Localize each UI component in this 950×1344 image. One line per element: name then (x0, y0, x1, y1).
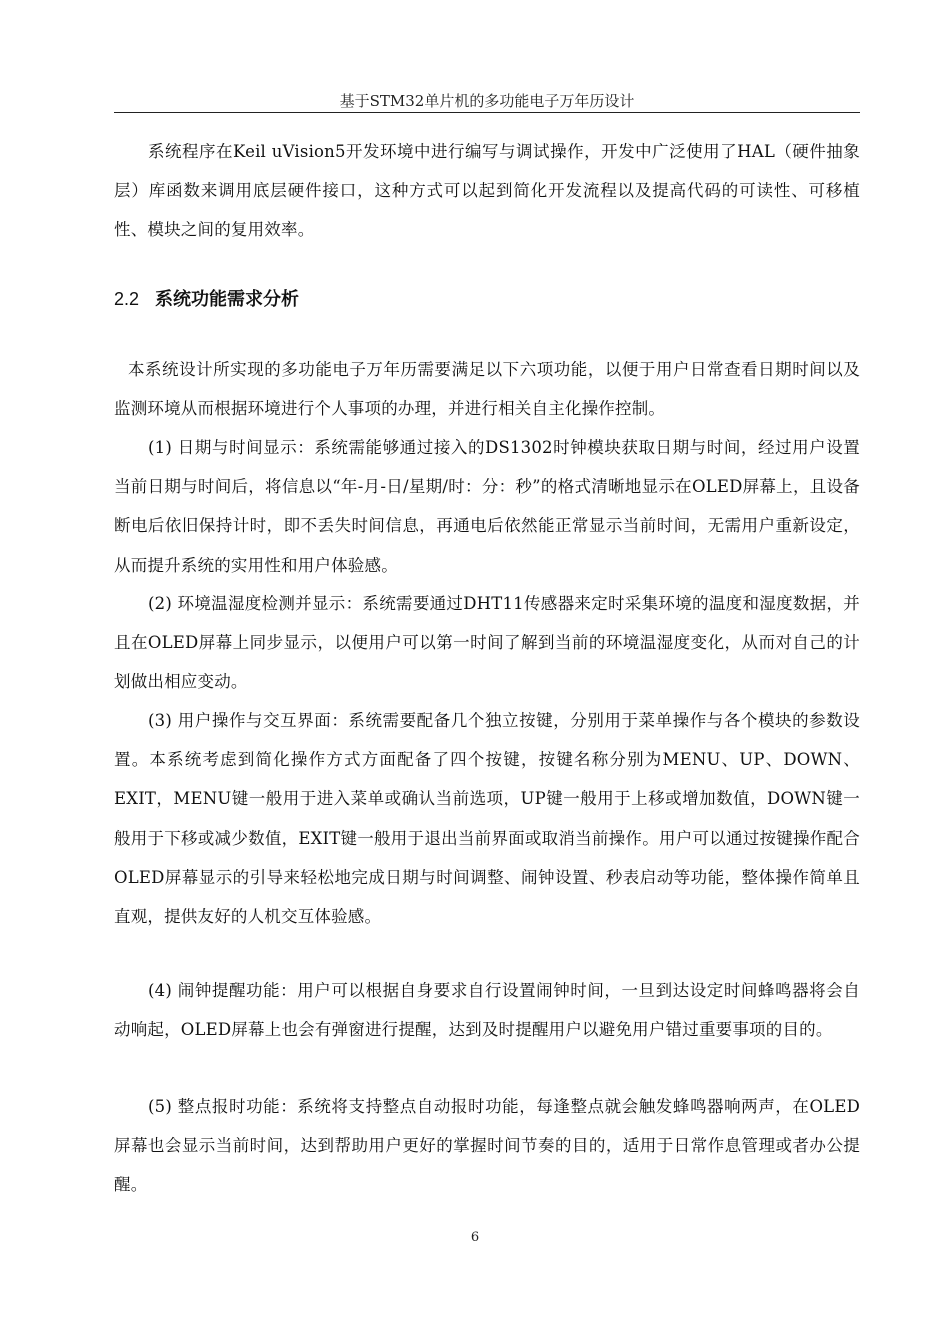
paragraph-item-2: (2) 环境温湿度检测并显示：系统需要通过DHT11传感器来定时采集环境的温度和湿度数据，并且在OLED屏幕上同步显示，以便用户可以第一时间了解到当前的环境温湿度变化，从而对自己的计划做出相应变动。 (114, 594, 860, 692)
paragraph-overview: 本系统设计所实现的多功能电子万年历需要满足以下六项功能，以便于用户日常查看日期时间以及监测环境从而根据环境进行个人事项的办理，并进行相关自主化操作控制。 (114, 360, 860, 419)
paragraph-item-4: (4) 闹钟提醒功能：用户可以根据自身要求自行设置闹钟时间，一旦到达设定时间蜂鸣器将会自动响起，OLED屏幕上也会有弹窗进行提醒，达到及时提醒用户以避免用户错过重要事项的目的。 (114, 981, 860, 1040)
section-heading (114, 284, 299, 315)
paragraph-item-1: (1) 日期与时间显示：系统需能够通过接入的DS1302时钟模块获取日期与时间，经过用户设置当前日期与时间后，将信息以“年-月-日/星期/时：分：秒”的格式清晰地显示在OLED屏幕上，且设备断电后依旧保持计时，即不丢失时间信息，再通电后依然能正常显示当前时间，无需用户重新设定，从而提升系统的实用性和用户体验感。 (114, 438, 860, 575)
paragraph-item-3: (3) 用户操作与交互界面：系统需要配备几个独立按键，分别用于菜单操作与各个模块的参数设置。本系统考虑到简化操作方式方面配备了四个按键，按键名称分别为MENU、UP、DOWN、EXIT，MENU键一般用于进入菜单或确认当前选项，UP键一般用于上移或增加数值，DOWN键一般用于下移或减少数值，EXIT键一般用于退出当前界面或取消当前操作。用户可以通过按键操作配合OLED屏幕显示的引导来轻松地完成日期与时间调整、闹钟设置、秒表启动等功能，整体操作简单且直观，提供友好的人机交互体验感。 (114, 711, 860, 927)
paragraph-intro: 系统程序在Keil uVision5开发环境中进行编写与调试操作，开发中广泛使用了HAL（硬件抽象层）库函数来调用底层硬件接口，这种方式可以起到简化开发流程以及提高代码的可读性、可移植性、模块之间的复用效率。 (114, 142, 860, 240)
section-title: 系统功能需求分析 (155, 289, 300, 310)
paragraph-item-5: (5) 整点报时功能：系统将支持整点自动报时功能，每逢整点就会触发蜂鸣器响两声，在OLED屏幕也会显示当前时间，达到帮助用户更好的掌握时间节奏的目的，适用于日常作息管理或者办公提醒。 (114, 1097, 860, 1195)
header-rule (114, 112, 860, 113)
section-number: 2.2 (114, 289, 140, 309)
running-header: 基于STM32单片机的多功能电子万年历设计 (339, 92, 635, 110)
page-number: 6 (470, 1230, 480, 1245)
